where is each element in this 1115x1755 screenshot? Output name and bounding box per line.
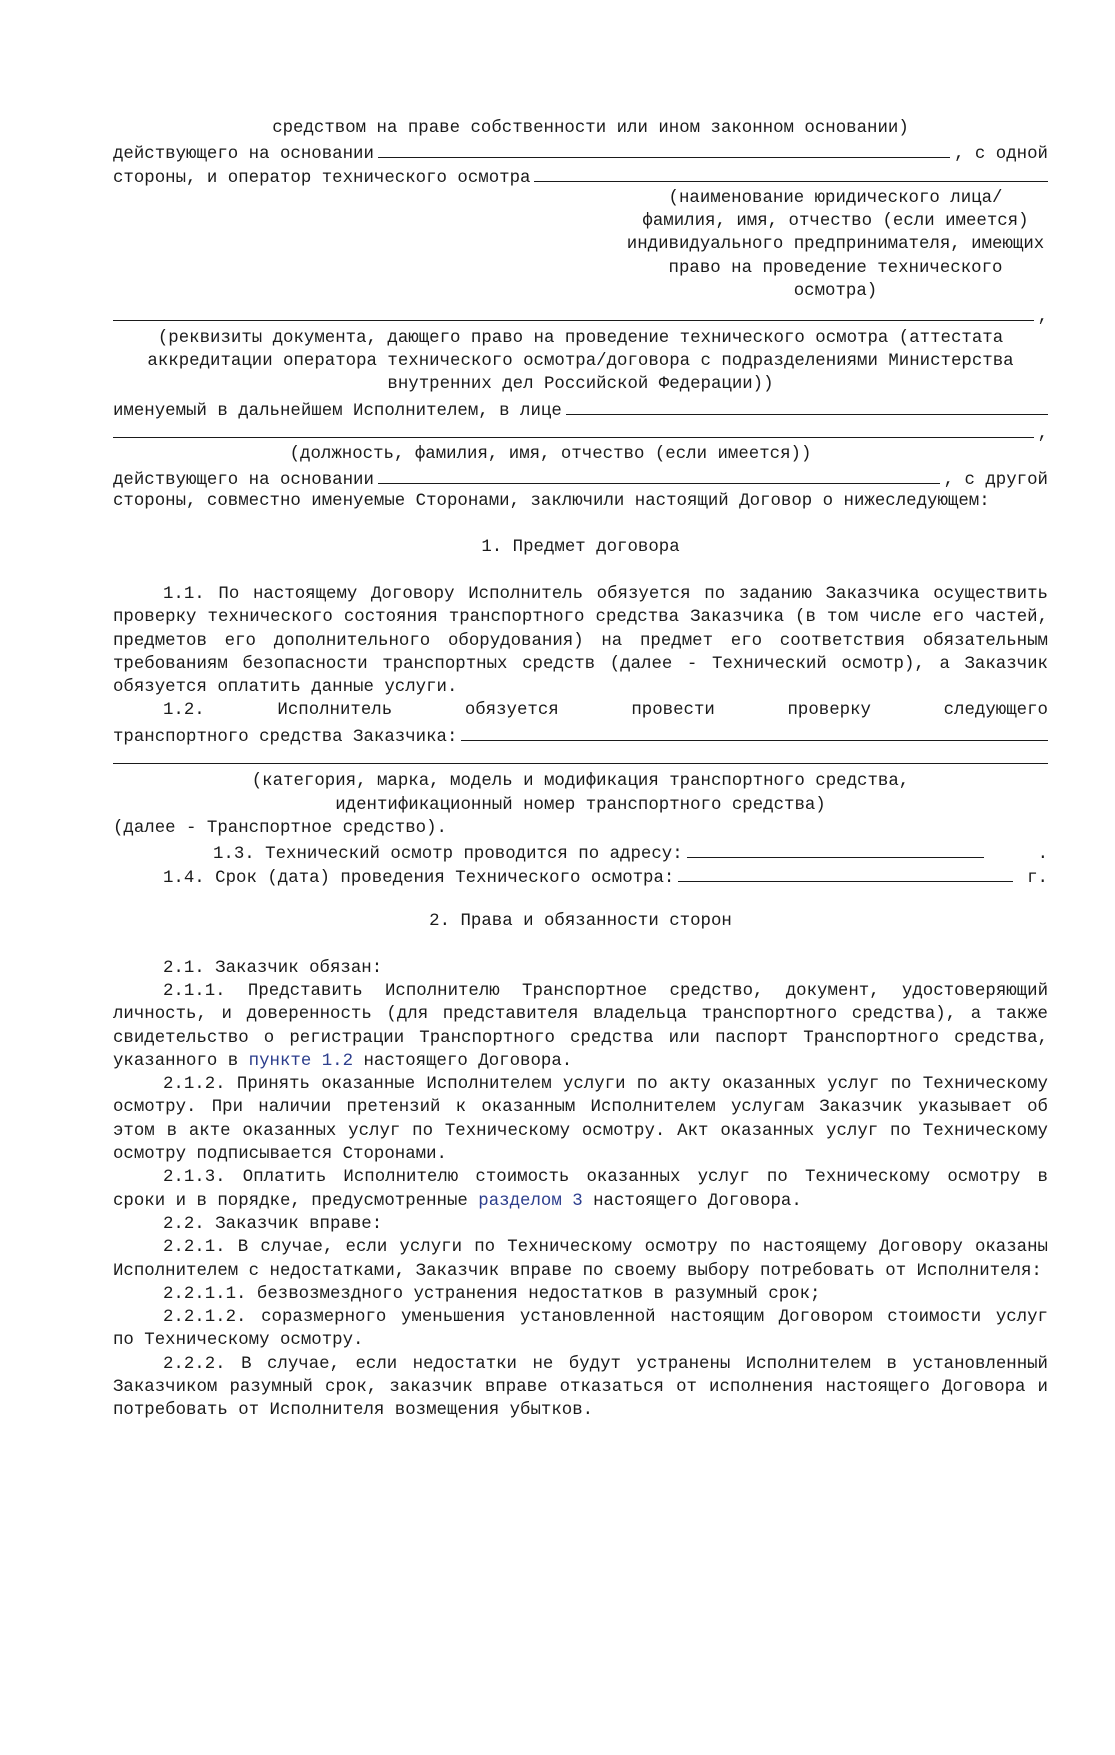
clause-2-2-1-1: 2.2.1.1. безвозмездного устранения недостатков в разумный срок; xyxy=(163,1284,821,1304)
clause-1-2-line2 xyxy=(113,723,1048,746)
clause-1-2-ending: (далее - Транспортное средство). xyxy=(113,818,447,838)
link-clause-1-2[interactable]: пункте 1.2 xyxy=(248,1051,354,1071)
requisites-line xyxy=(113,303,1048,326)
section-2-title: 2. Права и обязанности сторон xyxy=(429,912,732,932)
clause-1-4-label: 1.4. Срок (дата) проведения Технического осмотра: xyxy=(163,868,675,888)
clause-2-1-3-end: настоящего Договора. xyxy=(593,1191,802,1211)
named-executor-label: именуемый в дальнейшем Исполнителем, в лице xyxy=(113,401,562,421)
clause-1-2-label: транспортного средства Заказчика: xyxy=(113,727,458,747)
link-section-3[interactable]: разделом 3 xyxy=(478,1191,583,1211)
executor-person-blank-field[interactable] xyxy=(566,397,1048,415)
requisites-hint: (реквизиты документа, дающего право на проведение технического осмотра (аттестата аккредитации оператора технического осмотра/договора с подразделениями Министерства внутренних дел Российской Федерации)) xyxy=(147,328,1014,395)
requisites-comma: , xyxy=(1037,308,1048,328)
clause-1-2-line1: 1.2. Исполнитель обязуется провести проверку следующего xyxy=(163,701,1048,721)
intro-basis-label: действующего на основании xyxy=(113,145,374,165)
basis2-line xyxy=(113,466,1048,489)
operator-blank-field[interactable] xyxy=(534,164,1048,182)
clause-2-1: 2.1. Заказчик обязан: xyxy=(163,958,383,978)
clause-1-4 xyxy=(113,864,1048,887)
named-executor-line xyxy=(113,397,1048,420)
clause-2-1-3-text: 2.1.3. Оплатить Исполнителю стоимость оказанных услуг по Техническому осмотру в сроки и в порядке, предусмотренные xyxy=(113,1168,1048,1211)
basis-blank-field[interactable] xyxy=(378,140,950,158)
vehicle-hint: (категория, марка, модель и модификация транспортного средства, идентификационный номер транспортного средства) xyxy=(251,772,910,815)
clause-1-1: 1.1. По настоящему Договору Исполнитель обязуется по заданию Заказчика осуществить проверку технического состояния транспортного средства Заказчика (в том числе его частей, предметов его дополнительного оборудования) на предмет его соответствия обязательным требованиям безопасности транспортных средств (далее - Технический осмотр), а Заказчик обязуется оплатить данные услуги. xyxy=(113,584,1048,698)
clause-1-4-year: г. xyxy=(1027,868,1048,888)
intro-line-ownership: средством на праве собственности или ином законном основании) xyxy=(272,119,909,138)
clause-1-3-label: 1.3. Технический осмотр проводится по адресу: xyxy=(213,845,683,865)
clause-2-1-1-end: настоящего Договора. xyxy=(363,1051,573,1071)
requisites-blank-field[interactable] xyxy=(113,303,1034,321)
vehicle-blank-field[interactable] xyxy=(461,723,1048,741)
operator-hint: (наименование юридического лица/ фамилия, имя, отчество (если имеется) индивидуального предпринимателя, имеющих право на проведение технического осмотра) xyxy=(626,188,1045,302)
document-page xyxy=(113,117,1048,1423)
basis2-suffix: , с другой xyxy=(943,471,1048,491)
person-comma: , xyxy=(1037,424,1048,444)
clause-2-2: 2.2. Заказчик вправе: xyxy=(163,1214,383,1234)
intro-basis-line xyxy=(113,140,1048,163)
clause-2-2-1-2: 2.2.1.2. соразмерного уменьшения установленной настоящим Договором стоимости услуг по Техническому осмотру. xyxy=(113,1308,1048,1351)
person-line xyxy=(113,420,1048,443)
basis2-label: действующего на основании xyxy=(113,471,374,491)
parties-paragraph: стороны, совместно именуемые Сторонами, заключили настоящий Договор о нижеследующем: xyxy=(113,491,990,511)
clause-2-2-1: 2.2.1. В случае, если услуги по Техническому осмотру по настоящему Договору оказаны Исполнителем с недостатками, Заказчик вправе по своему выбору потребовать от Исполнителя: xyxy=(113,1238,1048,1281)
clause-2-1-2: 2.1.2. Принять оказанные Исполнителем услуги по акту оказанных услуг по Техническому осмотру. При наличии претензий к оказанным Исполнителем услугам Заказчик указывает об этом в акте оказанных услуг по Техническому осмотру. Акт оказанных услуг по Техническому осмотру подписывается Сторонами. xyxy=(113,1075,1048,1165)
clause-2-1-1-text: 2.1.1. Представить Исполнителю Транспортное средство, документ, удостоверяющий личность, и доверенность (для представителя владельца транспортного средства), а также свидетельство о регистрации Транспортного средства или паспорт Транспортного средства, указанного в xyxy=(113,981,1048,1071)
clause-2-2-2: 2.2.2. В случае, если недостатки не будут устранены Исполнителем в установленный Заказчиком разумный срок, заказчик вправе отказаться от исполнения настоящего Договора и потребовать от Исполнителя возмещения убытков. xyxy=(113,1354,1048,1421)
intro-basis-suffix: , с одной xyxy=(954,145,1048,165)
basis2-blank-field[interactable] xyxy=(378,466,940,484)
address-blank-field[interactable] xyxy=(687,840,984,858)
intro-operator-line xyxy=(113,164,1048,187)
clause-2-1-3 xyxy=(113,1166,1048,1213)
person-hint: (должность, фамилия, имя, отчество (если имеется)) xyxy=(289,445,812,465)
clause-2-1-1 xyxy=(113,980,1048,1073)
person-blank-field[interactable] xyxy=(113,420,1034,438)
intro-operator-label: стороны, и оператор технического осмотра xyxy=(113,168,531,188)
section-1-title: 1. Предмет договора xyxy=(481,538,680,558)
date-blank-field[interactable] xyxy=(678,864,1013,882)
clause-1-3 xyxy=(113,840,1048,863)
clause-1-3-dot: . xyxy=(1037,845,1048,865)
